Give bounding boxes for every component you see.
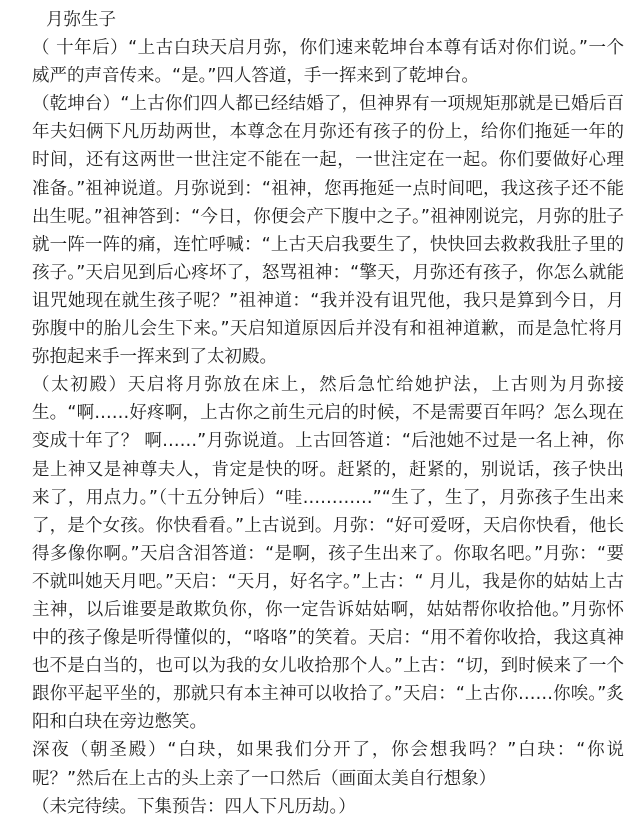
paragraph-qiankun-platform: （乾坤台）“上古你们四人都已经结婚了，但神界有一项规矩那就是已婚后百年夫妇俩下凡历劫两世，本尊念在月弥还有孩子的份上，给你们拖延一年的时间，还有这两世一世注定不能在一起，一世注定在一起。你们要做好心理准备。”祖神说道。月弥说到：“祖神，您再拖延一点时间吧，我这孩子还不能出生呢。”祖神答到：“今日，你便会产下腹中之子。”祖神刚说完，月弥的肚子就一阵一阵的痛，连忙呼喊：“上古天启我要生了，快快回去救救我肚子里的孩子。”天启见到后心疼坏了，怒骂祖神：“擎天，月弥还有孩子，你怎么就能诅咒她现在就生孩子呢？”祖神道：“我并没有诅咒他，我只是算到今日，月弥腹中的胎儿会生下来。”天启知道原因后并没有和祖神道歉，而是急忙将月弥抱起来手一挥来到了太初殿。 <box>32 94 624 368</box>
paragraph-late-night: 深夜（朝圣殿）“白玦，如果我们分开了，你会想我吗？”白玦：“你说呢？”然后在上古的头上亲了一口然后（画面太美自行想象） <box>32 740 624 789</box>
article-title: 月弥生子 <box>46 10 116 30</box>
paragraph-to-be-continued: （未完待续。下集预告：四人下凡历劫。） <box>32 796 356 817</box>
paragraph-taichu-hall: （太初殿）天启将月弥放在床上，然后急忙给她护法，上古则为月弥接生。“啊……好疼啊，上古你之前生元启的时候，不是需要百年吗？怎么现在变成十年了？ 啊……”月弥说道。上古回答道：“后池她不过是一名上神，你是上神又是神尊夫人，肯定是快的呀。赶紧的，赶紧的，别说话，孩子快出来了，用点力。”（十五分钟后）“哇…………”“生了，生了，月弥孩子生出来了，是个女孩。你快看看。”上古说到。月弥：“好可爱呀，天启你快看，他长得多像你啊。”天启含泪答道：“是啊，孩子生出来了。你取名吧。”月弥：“要不就叫她天月吧。”天启：“天月，好名字。”上古：“ 月儿，我是你的姑姑上古主神，以后谁要是敢欺负你，你一定告诉姑姑啊，姑姑帮你收拾他。”月弥怀中的孩子像是听得懂似的，“咯咯”的笑着。天启：“用不着你收拾，我这真神也不是白当的，也可以为我的女儿收拾那个人。”上古：“切，到时候来了一个跟你平起平坐的，那就只有本主神可以收拾了。”天启：“上古你……你唉。”炙阳和白玦在旁边憋笑。 <box>32 375 624 733</box>
paragraph-ten-years-later: （ 十年后）“上古白玦天启月弥，你们速来乾坤台本尊有话对你们说。”一个威严的声音传来。“是。”四人答道，手一挥来到了乾坤台。 <box>32 38 624 87</box>
